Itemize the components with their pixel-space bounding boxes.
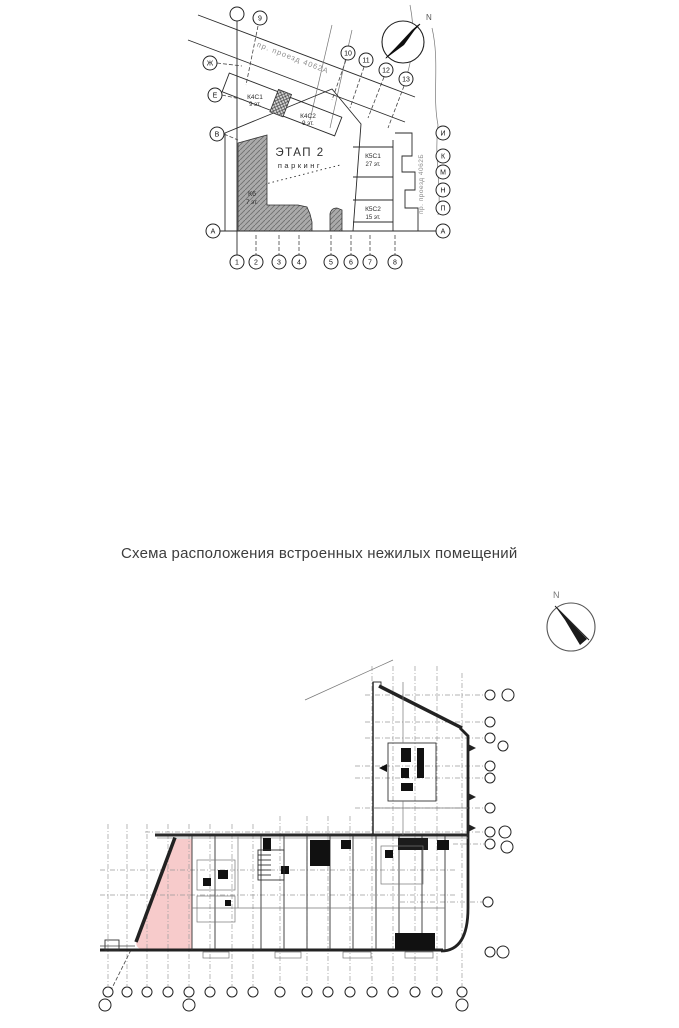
k5c1-label: К5С1 (365, 153, 381, 160)
axis-marker (436, 224, 450, 238)
svg-text:10: 10 (344, 50, 352, 58)
axis-marker (203, 56, 217, 70)
svg-text:Ж: Ж (206, 60, 214, 68)
k5c1-floors: 27 эт. (365, 162, 381, 168)
svg-text:М: М (440, 169, 446, 177)
section-title: Схема расположения встроенных нежилых помещений (121, 545, 518, 562)
k4c2-label: К4С2 (300, 113, 316, 120)
svg-text:2: 2 (254, 259, 258, 267)
svg-text:А: А (210, 228, 216, 236)
north-label: N (553, 590, 560, 600)
axis-marker (436, 126, 450, 140)
axis-marker (341, 46, 355, 60)
k4c1-label: К4С1 (247, 94, 263, 101)
axis-marker (379, 63, 393, 77)
axis-marker (292, 255, 306, 269)
svg-text:9: 9 (258, 15, 262, 23)
street-right-label: пр. проезд 4062Б (418, 153, 425, 214)
highlighted-premise (136, 839, 192, 949)
axis-marker (230, 255, 244, 269)
svg-text:7: 7 (368, 259, 372, 267)
street-top-label: пр. проезд 4062А (255, 39, 331, 76)
axis-marker (253, 11, 267, 25)
north-label: N (426, 13, 432, 22)
svg-text:5: 5 (329, 259, 333, 267)
axis-marker (344, 255, 358, 269)
svg-text:11: 11 (362, 57, 370, 65)
svg-text:П: П (440, 205, 446, 213)
north-compass (547, 590, 595, 651)
axis-marker (206, 224, 220, 238)
k5c2-label: К5С2 (365, 206, 381, 213)
stage-sublabel: паркинг (277, 161, 323, 170)
k4c1-floors: 9 эт. (249, 102, 261, 108)
site-plan (180, 0, 480, 280)
svg-text:6: 6 (349, 259, 353, 267)
svg-text:1: 1 (235, 259, 239, 267)
stage-label: ЭТАП 2 (275, 147, 325, 159)
axis-marker (436, 165, 450, 179)
axis-marker (436, 183, 450, 197)
floor-plan (85, 578, 645, 1028)
axis-marker (436, 201, 450, 215)
k5c2-floors: 15 эт. (365, 215, 381, 221)
axis-marker (388, 255, 402, 269)
k4c2-floors: 9 эт. (302, 121, 314, 127)
axis-marker (399, 72, 413, 86)
svg-text:3: 3 (277, 259, 281, 267)
axis-marker (249, 255, 263, 269)
axis-marker (230, 7, 244, 21)
axis-marker (436, 149, 450, 163)
svg-text:И: И (440, 130, 446, 138)
svg-text:А: А (440, 228, 446, 236)
axis-marker (324, 255, 338, 269)
interior-walls (192, 682, 468, 958)
building-k5-outlines (353, 133, 418, 231)
svg-text:Н: Н (440, 187, 446, 195)
k6-label: К6 (248, 191, 256, 198)
svg-text:Е: Е (212, 92, 218, 100)
north-compass (382, 13, 432, 63)
axis-marker (363, 255, 377, 269)
building-connector-hatch (270, 89, 292, 116)
svg-text:К: К (440, 153, 446, 161)
svg-text:В: В (214, 131, 220, 139)
svg-text:12: 12 (382, 67, 390, 75)
svg-text:8: 8 (393, 259, 397, 267)
axis-marker (208, 88, 222, 102)
axis-marker (272, 255, 286, 269)
axis-marker (359, 53, 373, 67)
axis-marker (210, 127, 224, 141)
floor-plan-axis-markers (99, 689, 514, 1011)
svg-text:4: 4 (297, 259, 301, 267)
k6-floors: 7 эт. (246, 200, 258, 206)
svg-text:13: 13 (402, 76, 410, 84)
